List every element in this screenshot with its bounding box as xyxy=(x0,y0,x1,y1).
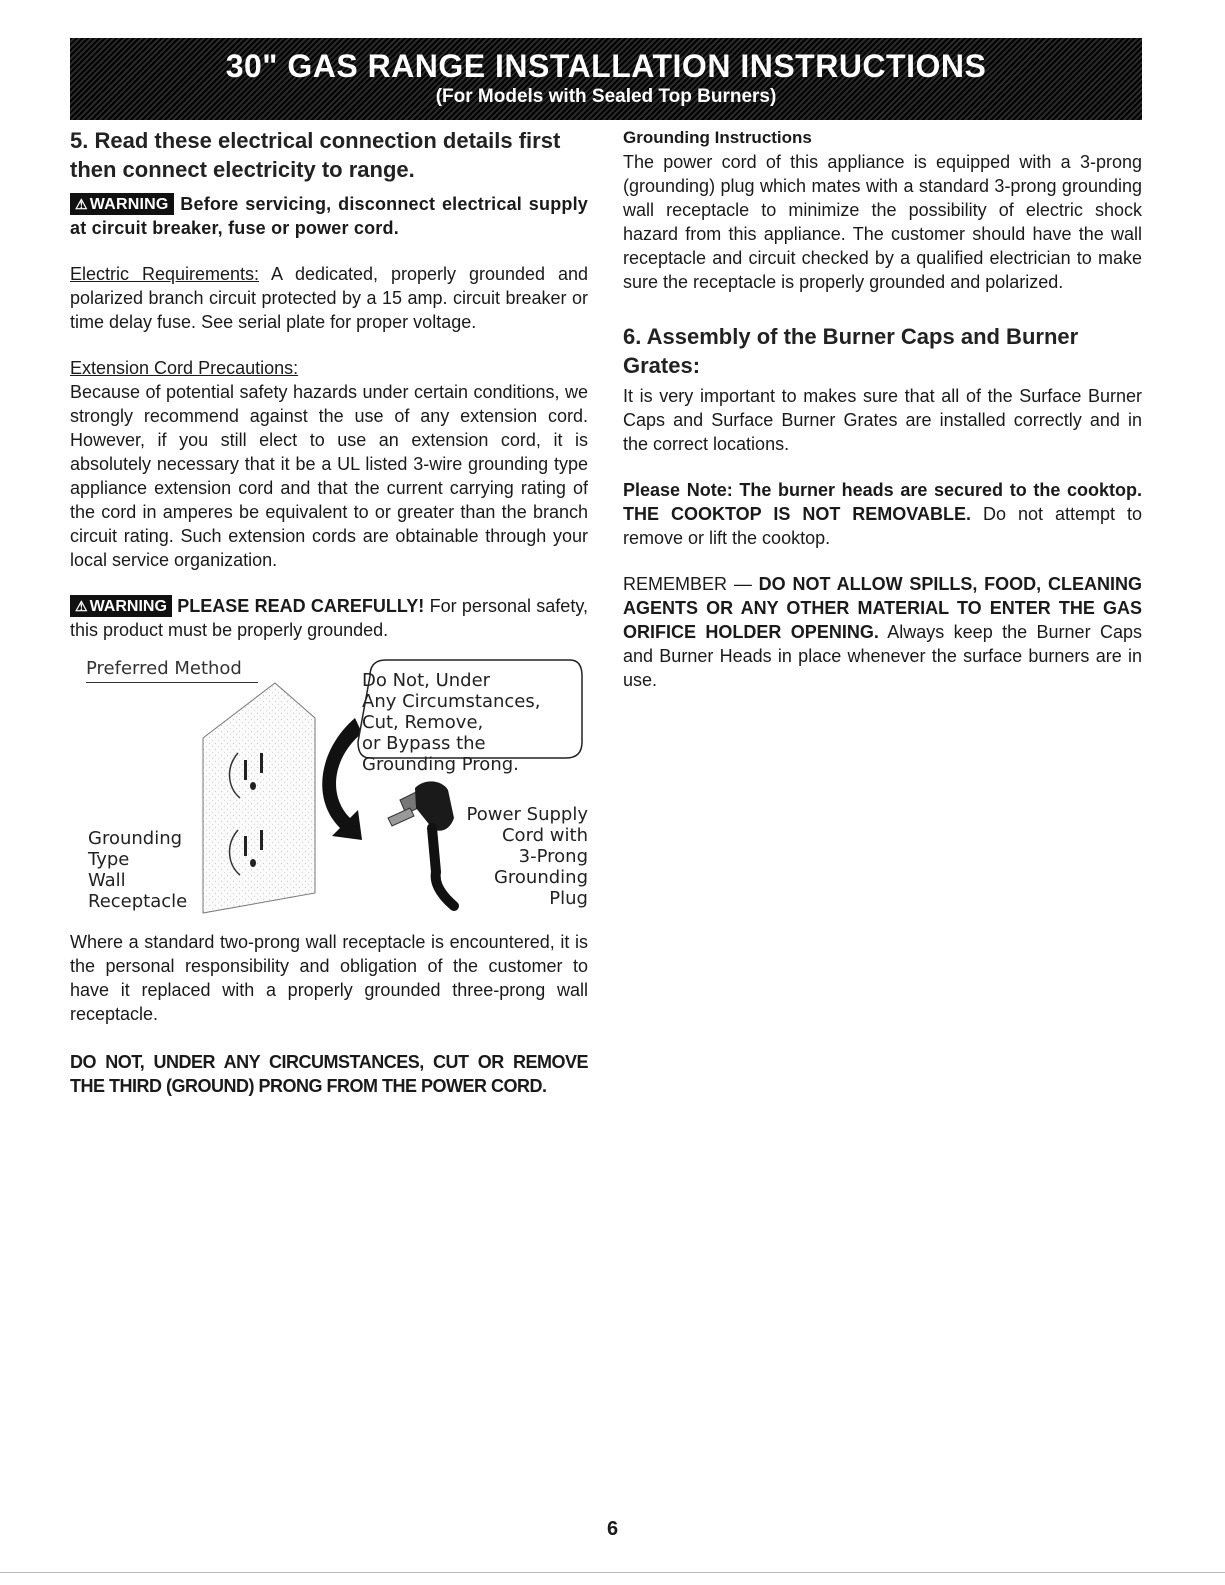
step6-heading: 6. Assembly of the Burner Caps and Burner Grates: xyxy=(623,324,1079,378)
grounding-heading: Grounding Instructions xyxy=(623,128,812,147)
grounding-figure xyxy=(70,658,588,920)
electric-requirements xyxy=(70,262,588,334)
grounding-text: The power cord of this appliance is equipped with a 3-prong (grounding) plug which mates with a standard 3-prong grounding wall receptacle to minimize the possibility of electric shock hazard from this appliance. The customer should have the wall receptacle and circuit checked by a qualified electrician to make sure the receptacle is properly grounded and polarized. xyxy=(623,152,1142,292)
electric-req-text: A dedicated, properly grounded and polarized branch circuit protected by a 15 amp. circuit breaker or time delay fuse. See serial plate for proper voltage. xyxy=(70,264,588,332)
warning2-bold: PLEASE READ CAREFULLY! xyxy=(177,596,425,616)
step5-heading: 5. Read these electrical connection details first then connect electricity to range. xyxy=(70,128,561,182)
step6-text: It is very important to makes sure that all of the Surface Burner Caps and Surface Burner Grates are installed correctly and in the correct locations. xyxy=(623,386,1142,454)
warning2-text: For personal safety, this product must be properly grounded. xyxy=(70,596,588,640)
right-column xyxy=(623,126,1142,692)
note-bold: Please Note: The burner heads are secured to the cooktop. THE COOKTOP IS NOT REMOVABLE. xyxy=(623,480,1142,524)
extension-text: Because of potential safety hazards under certain conditions, we strongly recommend against the use of any extension cord. However, if you still elect to use an extension cord, it is absolutely necessary that it be a UL listed 3-wire grounding type appliance extension cord and that the current carrying rating of the cord in amperes be equivalent to or greater than the branch circuit rating. Such extension cords are obtainable through your local service organization. xyxy=(70,382,588,570)
extension-label: Extension Cord Precautions: xyxy=(70,358,299,378)
page-number: 6 xyxy=(606,1518,619,1540)
cord-label: Power Supply Cord with 3-Prong Grounding Plug xyxy=(466,804,588,909)
warning-triangle-icon: ⚠ xyxy=(75,598,88,614)
page-bottom-rule xyxy=(0,1572,1225,1573)
page-title: 30" GAS RANGE INSTALLATION INSTRUCTIONS xyxy=(225,48,987,84)
warning1-paragraph xyxy=(70,192,588,240)
callout-text: Do Not, Under Any Circumstances, Cut, Remove, or Bypass the Grounding Prong. xyxy=(362,670,541,775)
curved-arrow-icon xyxy=(322,718,362,840)
note-rest: Do not attempt to remove or lift the cooktop. xyxy=(623,504,1142,548)
receptacle-label: Grounding Type Wall Receptacle xyxy=(88,828,188,912)
warning-badge-2: ⚠ WARNING xyxy=(70,595,172,617)
remember-paragraph xyxy=(623,572,1142,692)
remember-bold: DO NOT ALLOW SPILLS, FOOD, CLEANING AGENTS OR ANY OTHER MATERIAL TO ENTER THE GAS ORIFICE HOLDER OPENING. xyxy=(623,574,1142,642)
electric-req-label: Electric Requirements: xyxy=(70,264,260,284)
page-subtitle: (For Models with Sealed Top Burners) xyxy=(435,86,777,107)
remember-prefix: REMEMBER — xyxy=(623,574,752,594)
warning1-text: Before servicing, disconnect electrical supply at circuit breaker, fuse or power cord. xyxy=(70,194,589,238)
warning2-paragraph xyxy=(70,594,588,642)
remember-rest: Always keep the Burner Caps and Burner Heads in place whenever the surface burners are in use. xyxy=(623,622,1142,690)
two-prong-text: Where a standard two-prong wall receptacle is encountered, it is the personal responsibility and obligation of the customer to have it replaced with a properly grounded three-prong wall receptacle. xyxy=(70,932,588,1024)
do-not-cut-warning: DO NOT, UNDER ANY CIRCUMSTANCES, CUT OR REMOVE THE THIRD (GROUND) PRONG FROM THE POWER CORD. xyxy=(70,1052,588,1096)
left-column xyxy=(70,126,588,1098)
wall-plate-icon xyxy=(203,683,315,913)
header-banner xyxy=(70,38,1142,120)
please-note xyxy=(623,478,1142,550)
plug-icon xyxy=(388,781,454,906)
warning-badge: ⚠ WARNING xyxy=(70,193,174,215)
preferred-method-label: Preferred Method xyxy=(86,658,242,679)
warning-triangle-icon: ⚠ xyxy=(75,196,88,212)
